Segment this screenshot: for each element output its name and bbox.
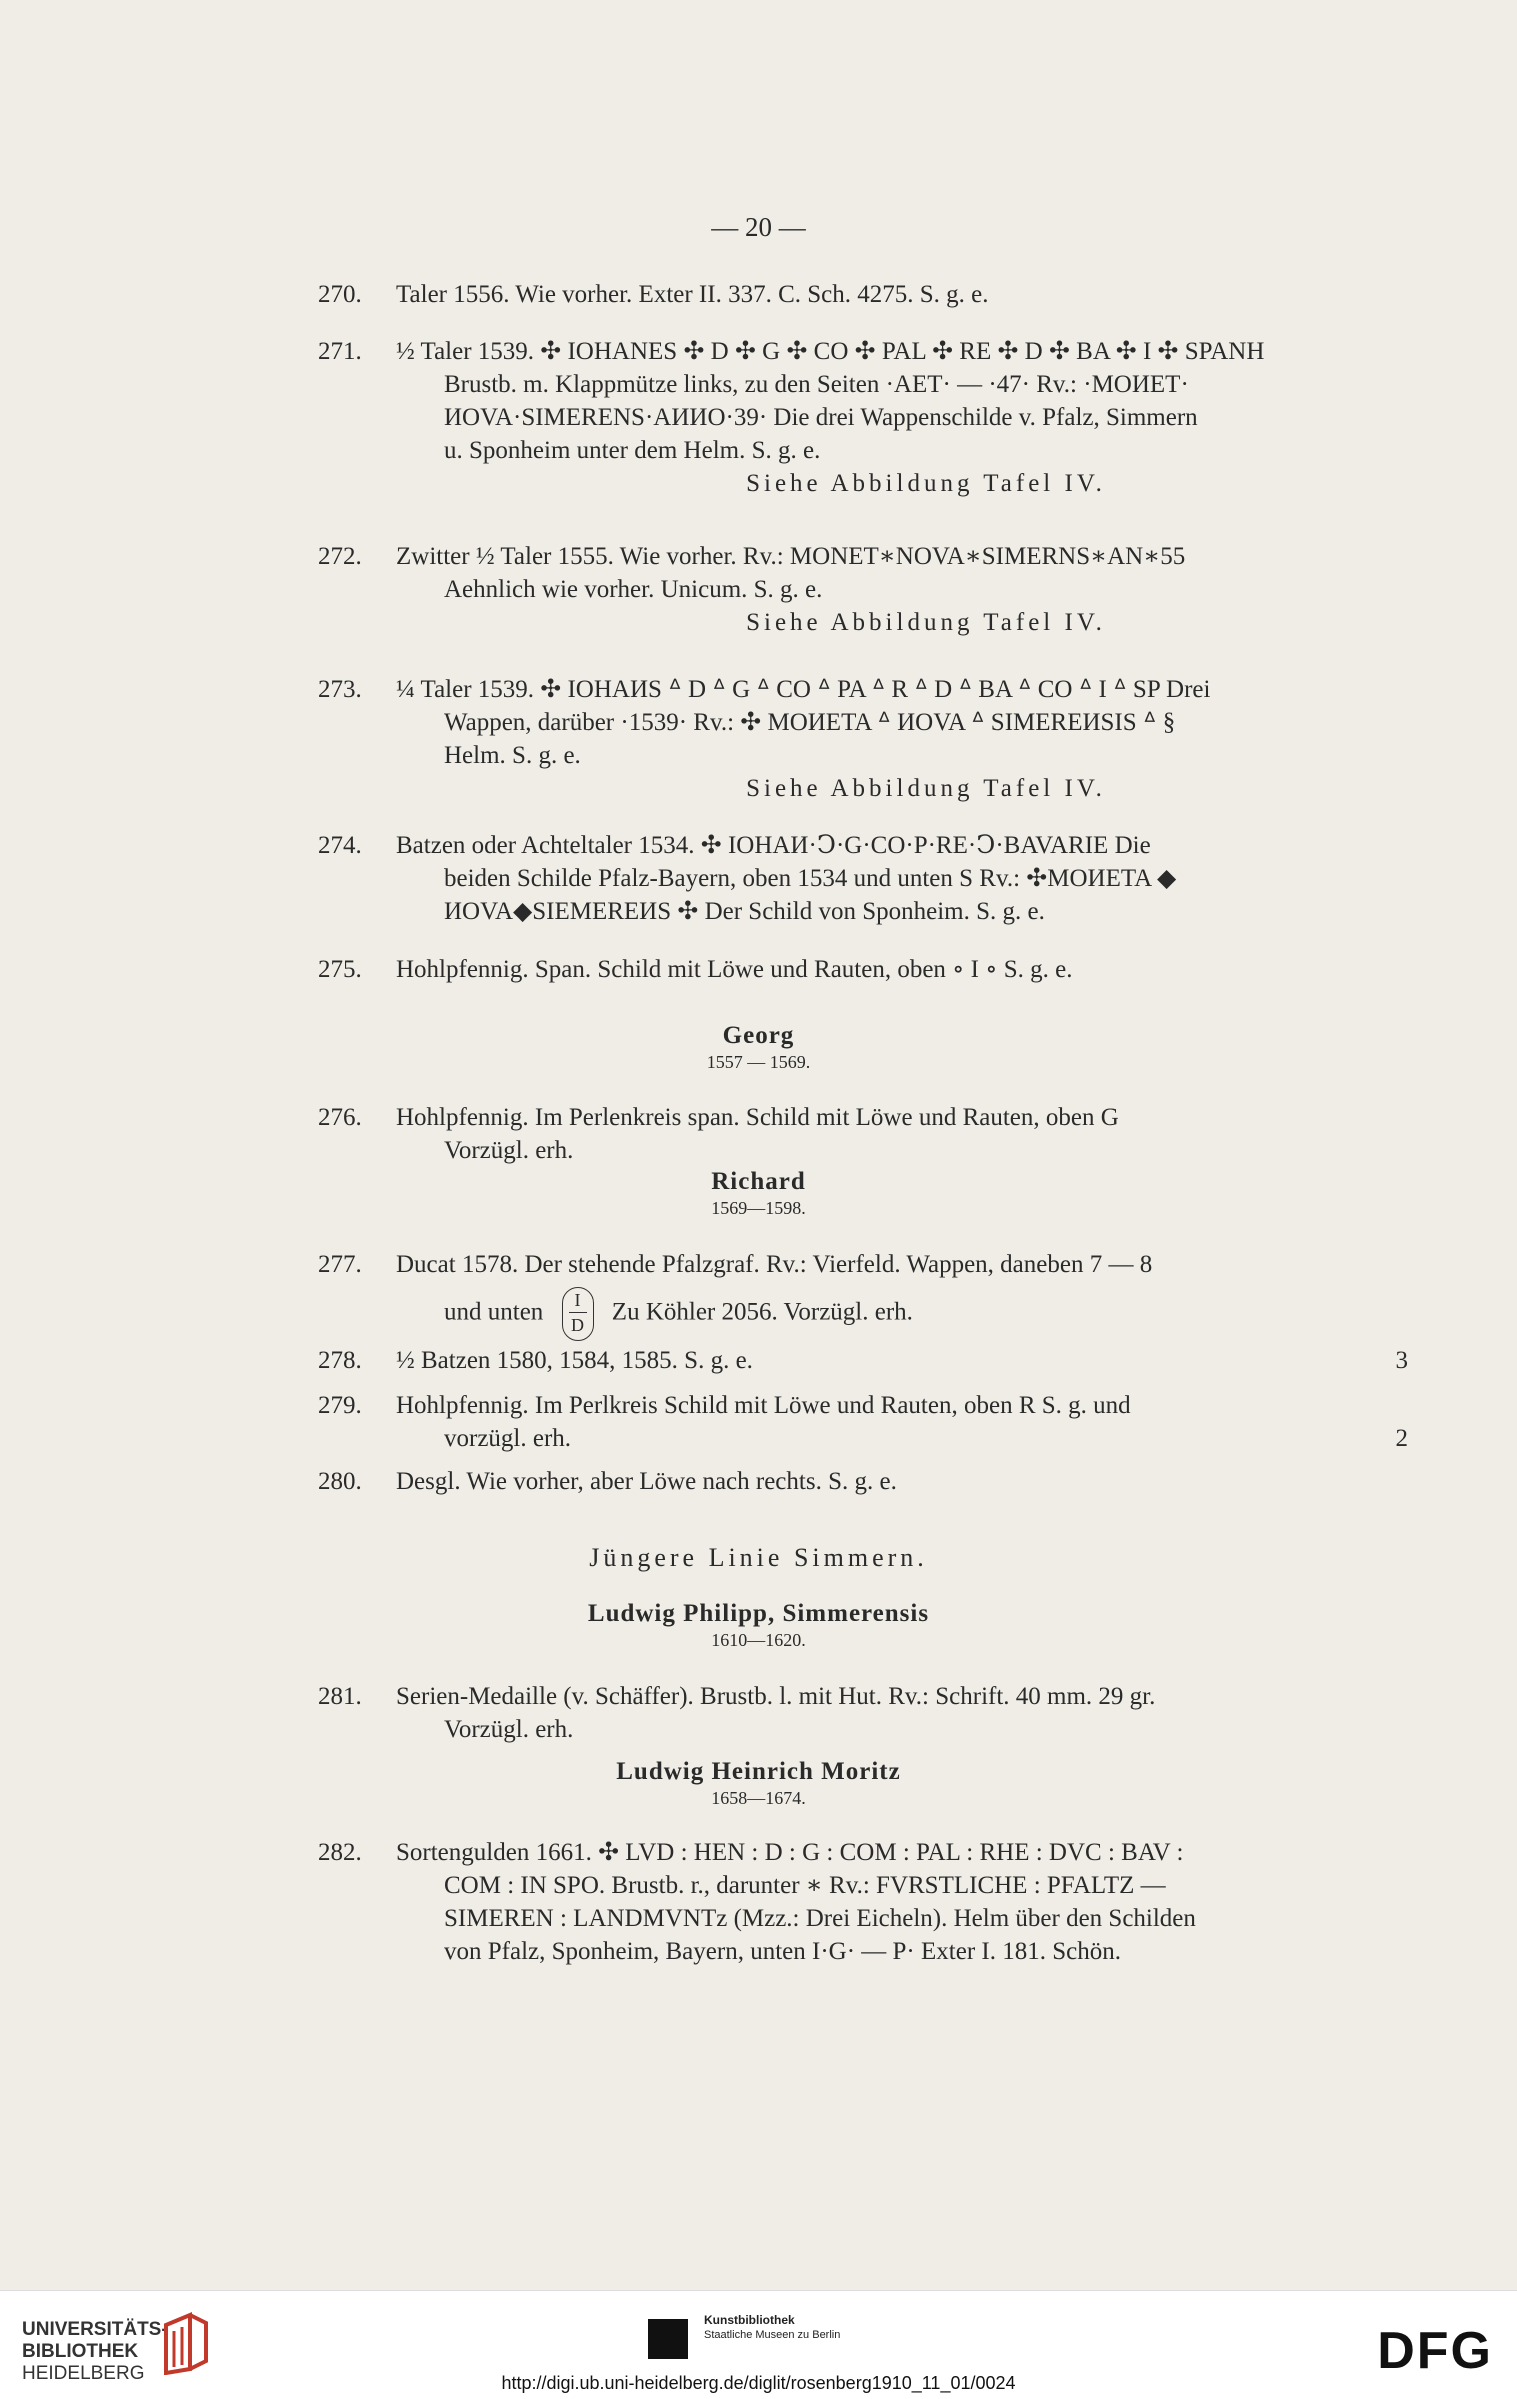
entry-number: 280. [318, 1468, 362, 1495]
entry-line [396, 1422, 1408, 1455]
entry-line: beiden Schilde Pfalz-Bayern, oben 1534 und unten S Rv.: ✣MOИETA ◆ [444, 865, 1177, 892]
ruler-name: Ludwig Heinrich Moritz [616, 1758, 901, 1785]
entry-279 [318, 1389, 1408, 1455]
entry-number: 281. [318, 1683, 362, 1710]
entry-line: von Pfalz, Sponheim, Bayern, unten I·G· — P· Exter I. 181. Schön. [444, 1938, 1121, 1965]
kunstbibliothek-mark-icon [648, 2319, 688, 2359]
plate-reference: Siehe Abbildung Tafel IV. [746, 470, 1106, 497]
entry-number: 277. [318, 1251, 362, 1278]
entry-line: Hohlpfennig. Im Perlkreis Schild mit Löwe und Rauten, oben R S. g. und [396, 1392, 1131, 1419]
entry-number: 271. [318, 338, 362, 365]
entry-number: 275. [318, 956, 362, 983]
item-count: 2 [1395, 1425, 1408, 1452]
ub-emblem-icon [160, 2311, 210, 2375]
ruler-heading-ludwig-heinrich [0, 1758, 1517, 1809]
entry-280 [318, 1465, 1408, 1498]
entry-274 [318, 829, 1408, 928]
entry-276 [318, 1101, 1408, 1167]
entry-277 [318, 1248, 1408, 1341]
entry-number: 270. [318, 281, 362, 308]
footer-bar [0, 2290, 1517, 2399]
entry-270 [318, 278, 1408, 311]
ruler-heading-georg [0, 1022, 1517, 1073]
plate-reference: Siehe Abbildung Tafel IV. [746, 609, 1106, 636]
entry-number: 278. [318, 1347, 362, 1374]
section-title: Jüngere Linie Simmern. [589, 1543, 928, 1572]
entry-line: Hohlpfennig. Span. Schild mit Löwe und Rauten, oben ∘ I ∘ S. g. e. [396, 956, 1073, 983]
entry-line: Vorzügl. erh. [444, 1716, 574, 1743]
permalink-url[interactable]: http://digi.ub.uni-heidelberg.de/diglit/rosenberg1910_11_01/0024 [501, 2373, 1016, 2393]
item-count: 3 [1395, 1347, 1408, 1374]
ruler-heading-richard [0, 1168, 1517, 1219]
entry-number: 282. [318, 1839, 362, 1866]
entry-text: und unten [444, 1298, 544, 1326]
entry-line: SIMEREN : LANDMVNTz (Mzz.: Drei Eicheln). Helm über den Schilden [444, 1905, 1196, 1932]
entry-text: vorzügl. erh. [444, 1425, 572, 1452]
page-number: — 20 — [711, 212, 806, 242]
entry-line: Helm. S. g. e. [444, 742, 581, 769]
entry-number: 274. [318, 832, 362, 859]
entry-line: ½ Batzen 1580, 1584, 1585. S. g. e. [396, 1347, 753, 1374]
entry-line: ИOVA◆SIEMEREИS ✣ Der Schild von Sponheim. S. g. e. [444, 898, 1045, 925]
entry-line: Batzen oder Achteltaler 1534. ✣ IOHAИ·Ↄ·G·CO·P·RE·Ↄ·BAVARIE Die [396, 832, 1151, 859]
entry-line: u. Sponheim unter dem Helm. S. g. e. [444, 437, 821, 464]
entry-line: ½ Taler 1539. ✣ IOHANES ✣ D ✣ G ✣ CO ✣ PAL ✣ RE ✣ D ✣ BA ✣ I ✣ SPANH [396, 338, 1265, 365]
entry-text: Zu Köhler 2056. Vorzügl. erh. [611, 1298, 913, 1326]
entry-line: Vorzügl. erh. [444, 1137, 574, 1164]
entry-number: 273. [318, 676, 362, 703]
entry-line: ИOVA·SIMERENS·AИИO·39· Die drei Wappenschilde v. Pfalz, Simmern [444, 404, 1198, 431]
entry-line: Ducat 1578. Der stehende Pfalzgraf. Rv.: Vierfeld. Wappen, daneben 7 — 8 [396, 1251, 1153, 1278]
entry-278 [318, 1344, 1408, 1377]
entry-line: Zwitter ½ Taler 1555. Wie vorher. Rv.: MONET∗NOVA∗SIMERNS∗AN∗55 [396, 543, 1186, 570]
ruler-dates: 1569—1598. [711, 1198, 806, 1218]
entry-282 [318, 1836, 1408, 1968]
plate-reference: Siehe Abbildung Tafel IV. [746, 775, 1106, 802]
logo-text: Kunstbibliothek [704, 2313, 795, 2327]
entry-275 [318, 953, 1408, 986]
ruler-name: Ludwig Philipp, Simmerensis [587, 1600, 930, 1627]
entry-272 [318, 540, 1408, 639]
entry-line: ¼ Taler 1539. ✣ IOHAИS ᐞ D ᐞ G ᐞ CO ᐞ PA ᐞ R ᐞ D ᐞ BA ᐞ CO ᐞ I ᐞ SP Drei [396, 676, 1211, 703]
entry-line: Hohlpfennig. Im Perlenkreis span. Schild mit Löwe und Rauten, oben G [396, 1104, 1119, 1131]
entry-line: Taler 1556. Wie vorher. Exter II. 337. C. Sch. 4275. S. g. e. [396, 281, 989, 308]
mint-mark-bottom: D [571, 1315, 585, 1335]
ruler-name: Georg [722, 1022, 795, 1049]
entry-line: Serien-Medaille (v. Schäffer). Brustb. l. mit Hut. Rv.: Schrift. 40 mm. 29 gr. [396, 1683, 1156, 1710]
entry-line: Wappen, darüber ·1539· Rv.: ✣ MOИETA ᐞ ИOVA ᐞ SIMEREИSIS ᐞ § [444, 709, 1176, 736]
mint-mark-box [562, 1287, 594, 1341]
ruler-dates: 1658—1674. [711, 1788, 806, 1808]
entry-line: Brustb. m. Klappmütze links, zu den Seiten ·AET· — ·47· Rv.: ·MOИET· [444, 371, 1189, 398]
logo-text: BIBLIOTHEK [22, 2341, 139, 2362]
entry-number: 276. [318, 1104, 362, 1131]
entry-271 [318, 335, 1408, 500]
entry-281 [318, 1680, 1408, 1746]
entry-273 [318, 673, 1408, 805]
logo-text: HEIDELBERG [22, 2363, 145, 2384]
entry-line: Desgl. Wie vorher, aber Löwe nach rechts. S. g. e. [396, 1468, 897, 1495]
dfg-logo[interactable]: DFG [1377, 2322, 1493, 2380]
logo-text: Staatliche Museen zu Berlin [704, 2329, 841, 2341]
logo-text: UNIVERSITÄTS- [22, 2319, 168, 2340]
entry-number: 279. [318, 1392, 362, 1419]
mint-mark-top: I [569, 1288, 587, 1313]
entry-line: Sortengulden 1661. ✣ LVD : HEN : D : G : COM : PAL : RHE : DVC : BAV : [396, 1839, 1184, 1866]
ruler-dates: 1557 — 1569. [706, 1052, 811, 1072]
ruler-dates: 1610—1620. [711, 1630, 806, 1650]
ruler-heading-ludwig-philipp [0, 1600, 1517, 1651]
entry-line [396, 1287, 1408, 1341]
entry-line: COM : IN SPO. Brustb. r., darunter ∗ Rv.: FVRSTLICHE : PFALTZ — [444, 1872, 1166, 1899]
entry-line: Aehnlich wie vorher. Unicum. S. g. e. [444, 576, 823, 603]
entry-number: 272. [318, 543, 362, 570]
ruler-name: Richard [711, 1168, 806, 1195]
